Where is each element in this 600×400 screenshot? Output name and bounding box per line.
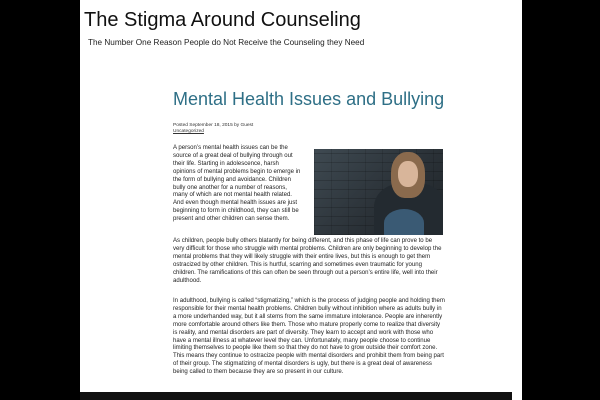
post-paragraph: As children, people bully others blatantly for being different, and this phase of life can prove to be very difficult for those who struggle with mental problems. Children are only beginning to develop the mental problems that they will likely struggle with their entire lives, but this is enough to get them ostracized by other children. This is hurtful, scarring and sometimes even traumatic for young children. The ramifications of this can often be seen through out a person’s entire life, well into their adulthood. — [173, 238, 442, 284]
post-title[interactable]: Mental Health Issues and Bullying — [173, 89, 445, 109]
site-description: The Number One Reason People do Not Receive the Counseling they Need — [88, 38, 365, 47]
post-paragraph: In adulthood, bullying is called “stigmatizing,” which is the process of judging people and holding them responsible for their mental health problems. Children bully without inhibition where as adults bully in a more underhanded way, but it all stems from the same immature intolerance. People are inherently more comfortable around others like them. Those who mature properly come to realize that diversity is reality, and mental disorders are part of diversity. They learn to accept and work with those who have a mental illness at whatever level they can. Unfortunately, many people choose to continue limiting themselves to people like them so that they do not have to grow outside their comfort zone. This means they continue to ostracize people with mental disorders and prohibit them from being part of their group. The stigmatizing of mental disorders is ugly, but there is a great deal of awareness being called to them because they are so present in our culture. — [173, 298, 445, 376]
post-meta — [173, 123, 253, 135]
page-container — [80, 0, 522, 400]
bottom-bar — [80, 392, 512, 400]
post-date-author: Posted September 18, 2015 by Guest — [173, 123, 254, 128]
post-image — [314, 149, 443, 235]
post-category-link[interactable]: Uncategorized — [173, 129, 204, 134]
post-paragraph: A person’s mental health issues can be the source of a great deal of bullying through out their life. Starting in adolescence, harsh opinions of mental problems begin to emerge in the form of bullying and avoidance. Children bully one another for a number of reasons, many of which are not mental health related. And even though mental health issues are just beginning to form in childhood, they can still be present and other children can sense them. — [173, 145, 301, 223]
site-title[interactable]: The Stigma Around Counseling — [84, 9, 361, 31]
